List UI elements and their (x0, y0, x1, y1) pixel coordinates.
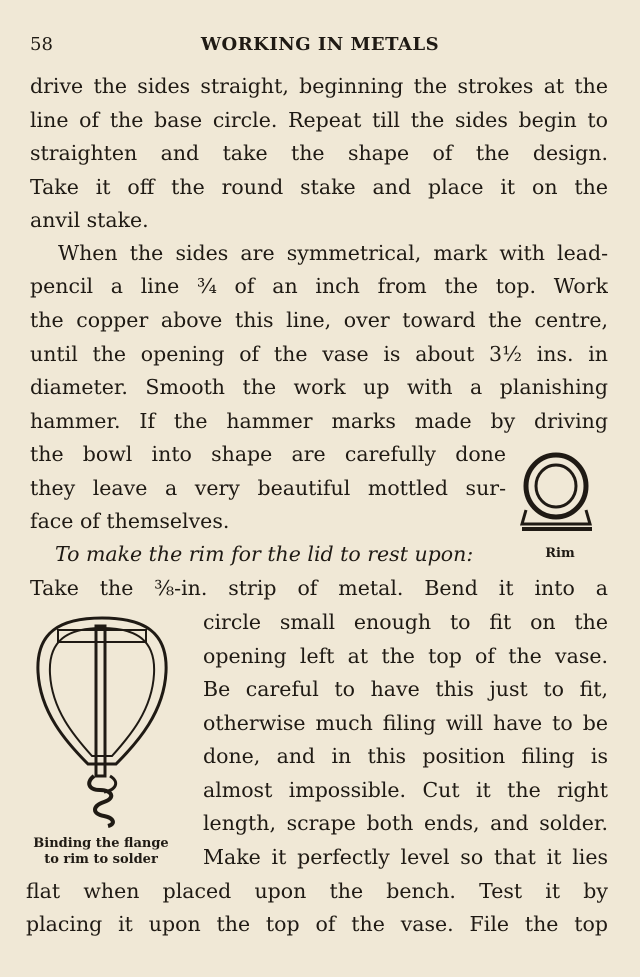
text-line: Make it perfectly level so that it lies (203, 845, 608, 869)
text-line: length, scrape both ends, and solder. (203, 811, 608, 835)
text-line: otherwise much filing will have to be (203, 711, 608, 735)
binding-flange-illustration (30, 612, 175, 832)
text-line: opening left at the top of the vase. (203, 644, 608, 668)
rim-illustration (518, 450, 598, 535)
text-line: almost impossible. Cut it the right (203, 778, 608, 802)
text-line: the copper above this line, over toward the centre, (30, 308, 608, 332)
text-line: straighten and take the shape of the design. (30, 141, 608, 165)
page-number: 58 (30, 34, 53, 55)
text-line: placing it upon the top of the vase. File the top (26, 912, 608, 936)
section-heading: To make the rim for the lid to rest upon: (55, 542, 474, 566)
text-line: done, and in this position filing is (203, 744, 608, 768)
text-line: drive the sides straight, beginning the strokes at the (30, 74, 608, 98)
rim-caption: Rim (545, 546, 575, 561)
text-line: When the sides are symmetrical, mark with lead- (58, 241, 608, 265)
text-line: Take it off the round stake and place it on the (30, 175, 608, 199)
text-line: circle small enough to fit on the (203, 610, 608, 634)
binding-caption-line-1: Binding the flange (33, 836, 169, 851)
text-line: Be careful to have this just to fit, (203, 677, 608, 701)
text-line: line of the base circle. Repeat till the sides begin to (30, 108, 608, 132)
text-line: hammer. If the hammer marks made by driving (30, 409, 608, 433)
text-line: anvil stake. (30, 208, 149, 232)
text-line: pencil a line ¾ of an inch from the top. Work (30, 274, 608, 298)
page-header (30, 34, 610, 60)
text-line: diameter. Smooth the work up with a planishing (30, 375, 608, 399)
text-line: Take the ⅜-in. strip of metal. Bend it into a (30, 576, 608, 600)
text-line: flat when placed upon the bench. Test it by (26, 879, 608, 903)
text-line: face of themselves. (30, 509, 230, 533)
text-line: the bowl into shape are carefully done (30, 442, 506, 466)
binding-caption-line-2: to rim to solder (44, 852, 158, 867)
text-line: until the opening of the vase is about 3½ ins. in (30, 342, 608, 366)
running-head: WORKING IN METALS (200, 34, 440, 55)
text-line: they leave a very beautiful mottled sur- (30, 476, 506, 500)
